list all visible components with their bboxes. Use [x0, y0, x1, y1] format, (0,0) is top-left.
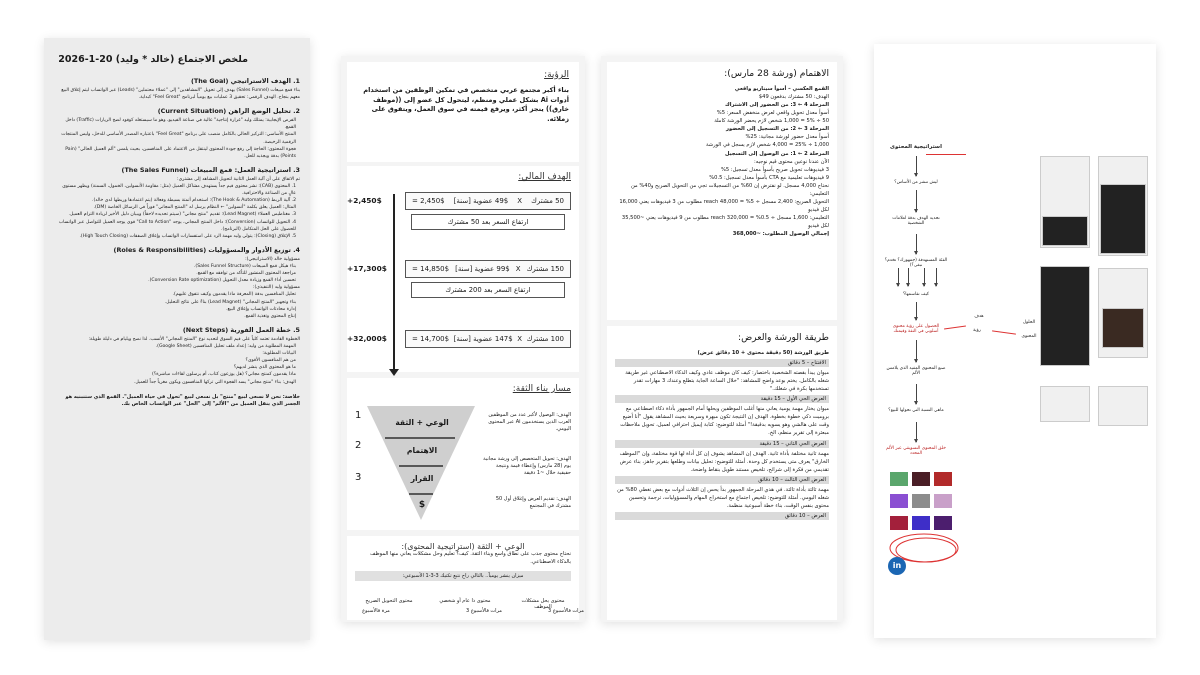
tier-multiply: X	[517, 335, 523, 343]
tier-label: 100 مشترك	[526, 335, 564, 343]
tier-label: 50 مشترك	[531, 197, 564, 205]
list-item: الهدف: بناء "منتج مجاني" يسد الفجوة التي تركها المنافسون ويكون مغرياً جداً للعميل.	[133, 379, 296, 385]
content-branch: محتوى يحل مشكلات الموظف	[521, 598, 565, 610]
tier-multiply: X	[515, 265, 521, 273]
list-item: الفرص الإيجابية: يمتلك وليد "غزارة إنتاجية" عالية في صناعة الفيديو، وهو ما سيستغله كوقود لضخ الزيارات (Traffic) داخل القمع.	[65, 118, 296, 131]
level-number: 1	[355, 410, 362, 421]
funnel-line: الهدف: 50 مشترك بدفعون 49$	[758, 94, 829, 101]
workshop-stage-heading: العرض الحي الثالث – 10 دقائق	[615, 476, 829, 484]
funnel-line: المرحلة 4 ← 3: من الحضور إلى الاشتراك	[724, 102, 829, 109]
growth-arrow	[393, 194, 395, 374]
tier-result: = 2,450$	[412, 197, 445, 205]
level-description: الهدف: الوصول لأكبر عدد من الموظفين العرب الذين يستخدمون Ai عبر المحتوى اليومي.	[488, 412, 571, 432]
post-grid-thumbnail	[1100, 184, 1146, 254]
side-note: الحلول	[1022, 320, 1036, 325]
content-strategy-text: نحتاج محتوى جذب على نطاق واسع وبناء الثقة. كيف؟ تعليم وحل مشكلات يعاني منها الموظف بالذكاء الاصطناعي.	[370, 551, 571, 565]
tier-price: 147$ عضوية [سنة]	[453, 335, 513, 343]
funnel-line: الآن عندنا نوعين محتوى قيم نوجيه:	[754, 158, 829, 165]
pricing-tier	[405, 260, 571, 278]
content-frequency: 3 مرات فالأسبوع	[466, 608, 502, 614]
funnel-heading: 3. استراتيجية العمل: قمع المبيعات (The Sales Funnel)	[121, 165, 300, 174]
roles-heading: 4. توزيع الأدوار والمسؤوليات (Roles & Responsibilities)	[113, 245, 300, 254]
funnel-line: أسوأ معدل حضور لورشة مجانية: 25%	[745, 134, 829, 141]
flow-arrow	[898, 268, 899, 286]
flow-step: تحديد الهدف بدقة لعلامات الشخصية	[892, 216, 940, 226]
funnel-list	[54, 183, 300, 240]
tier-price: 99$ عضوية [سنة]	[455, 265, 510, 273]
price-jump: ارتفاع السعر بعد 50 مشترك	[411, 214, 565, 230]
interest-title: الاهتمام (ورشة 28 مارس):	[724, 68, 829, 79]
content-frequency: مرة فالأسبوع	[362, 608, 390, 614]
flow-arrow	[916, 422, 917, 442]
vision-text: بناء أكبر مجتمع عربي متخصص في تمكين الوظفين من استخدام أدوات Ai بشكل عملي ومنظم، ليتحول كل عضو إلى ((موظف خارق)) ينجز أكثر، ويرفع قيمته في سوق العمل، ويتفوق على زملائه.	[363, 86, 569, 123]
color-swatch	[912, 494, 930, 508]
interest-section	[607, 62, 837, 320]
list-item: تحليل المنافسين بدقة (المعرفة ماذا يقدمون وكيف نتفوق عليهم).	[172, 292, 296, 298]
level-number: 2	[355, 440, 362, 451]
linkedin-icon[interactable]: in	[888, 557, 906, 575]
workshop-stage-text: مهمة ثانية مختلفة بأداة ثانية. الهدف إن المشاهد يشوف إن كل أداة لها قوة مختلفة، وإن "الموظف الخارق" يعرف متى يستخدم كل وحدة. أمثلة للتوضيح: تحليل بيانات وطلعها بتقرير جاهز، بناء عرض تقديمي من فكرة إلى شرائح، تلخيص مستند طويل بنقاط واضحة.	[619, 450, 829, 473]
funnel-line: إجمالي الوصول المطلوب: ~368,000	[732, 231, 829, 238]
next-steps-intro: الخطوة القادمة تعتمد كلياً على قيم السوق لتحديد نوع "المنتج المجاني" الأنسب. لذا نصح ويليام في دليلة طويلة:	[88, 336, 300, 342]
funnel-line: نحتاج 4,000 مسجل. لو نفترض إن 60% من التسجيلات تجي من التحويل الصريح و40% من التعليمي:	[630, 182, 829, 197]
flow-step: صنع المحتوى المفيد الذي يلامس الألم	[886, 366, 946, 376]
annotation-line	[992, 330, 1016, 334]
walid-role-list	[54, 291, 300, 319]
side-note: رؤية	[973, 328, 981, 333]
flow-arrow	[924, 268, 925, 286]
list-item: من هم المنافسون الأقوى؟	[245, 358, 296, 364]
level-number: 3	[355, 472, 362, 483]
flow-step: ماهي النسبة التي تحولها للبيع؟	[888, 408, 944, 413]
content-strategy-board	[874, 44, 1156, 638]
flow-arrow	[916, 384, 917, 404]
post-grid-thumbnail	[1102, 308, 1144, 348]
workshop-stage-heading: العرض الحي الثاني – 15 دقيقة	[615, 440, 829, 448]
annotation-line	[926, 154, 966, 155]
flow-arrow	[908, 268, 909, 286]
next-steps-heading: 5. خطة العمل الفورية (Next Steps)	[182, 325, 300, 334]
side-note: هدف	[974, 314, 984, 319]
tier-label: 150 مشترك	[526, 265, 564, 273]
funnel-line: أسوأ معدل تحويل واقعي لعرض منخفض السعر: 5%	[716, 110, 829, 117]
color-swatch	[934, 494, 952, 508]
funnel-line: 9 فيديوهات تعليمية مع CTA بأسوأ معدل تسجيل: 0.5%	[709, 174, 829, 181]
list-item: المثال: العميل يعلق بكلمة "أنسولين" ← النظام يرسل له "المنتج المجاني" فوراً في الرسائل الخاصة (DM).	[93, 205, 296, 211]
flow-step: الحصول على رؤية محتوى أسلوبي في الثقة وقيمتك	[892, 324, 940, 334]
meeting-summary-page	[44, 38, 310, 640]
vision-title: الرؤية:	[544, 70, 569, 80]
flow-arrow	[916, 190, 917, 212]
funnel-line: التعليمي: 1,600 مسجل ÷ 0.5% = 320,000 reach مطلوب من 9 فيديوهات يعني ~35,500 لكل فيديو	[621, 215, 829, 230]
level-label: الاهتمام	[406, 446, 438, 455]
financial-goal-section	[347, 166, 579, 372]
goal-heading: 1. الهدف الاستراتيجي (The Goal)	[190, 77, 300, 85]
side-note: المحتوى	[1021, 334, 1037, 339]
list-item: بناء هيكل قمع المبيعات (Sales Funnel Structure).	[193, 263, 296, 269]
content-strategy-title: الوعي + الثقة (استراتيجية المحتوى):	[401, 542, 525, 551]
funnel-line: 1,000 ÷ 25% = 4,000 شخص لازم يسجل في الورشة	[705, 142, 829, 149]
list-item: 2. آلية الربط (The Hook & Automation): استخدام أتمتة بسيطة وفعالة (يتم اعتمادها وربطها لدى خالد).	[92, 198, 296, 204]
tier-delta: +17,300$	[347, 264, 387, 273]
trust-path-section	[347, 378, 579, 530]
funnel-line: 50 ÷ 5% = 1,000 شخص لازم يحضر الورشة كاملة	[714, 118, 829, 125]
flow-arrow	[916, 340, 917, 362]
list-item: ماذا يقدمون كمنتج مجاني؟ (هل يوزعون كتاب، أم يرسلون لقاءات مباشرة؟)	[152, 372, 296, 378]
pricing-tier	[405, 192, 571, 210]
list-item: إدارة محادثات الواتساب وإغلاق البيع.	[226, 306, 296, 312]
dollar-icon: $	[418, 500, 426, 510]
list-item: تحسين أداء القمع وزيادة معدل التحويل (Conversion Rate optimization).	[148, 278, 296, 284]
tier-delta: +2,450$	[347, 196, 382, 205]
level-label: الوعي + الثقة	[395, 418, 449, 427]
list-item: البيانات المطلوبة:	[262, 351, 296, 357]
vision-section	[347, 62, 579, 162]
price-jump: ارتفاع السعر بعد 200 مشترك	[411, 282, 565, 298]
walid-role-title: مسؤولية وليد (التنفيذي):	[252, 285, 300, 291]
content-branch: محتوى التحويل الصريح	[365, 598, 413, 604]
tier-result: = 14,850$	[412, 265, 450, 273]
flow-step: الفئة المستهدفة (جمهورك؟ تخدم؟ نبغى؟)	[884, 258, 948, 268]
workshop-stage-text: مهمة ثالثة بأداة ثالثة. في هذي المرحلة الجمهور بدأ يحس إن الثلاث أدوات مع بعض تغطي 80% من شغله اليومي. أمثلة للتوضيح: تلخيص اجتماع مع استخراج المهام والمسؤوليات، ترجمة وتحسين محتوى بنفس الوقت، بناء خطة أسبوعية منظمة.	[617, 486, 829, 509]
list-item: المنتج الأساسي: التركيز الحالي بالكامل منصب على برنامج "Feel Great" باعتباره المصدر الأساسي للدخل، وليس المنتجات الرقمية الرخيصة.	[61, 132, 296, 145]
color-swatch	[890, 472, 908, 486]
workshop-stage-heading: العرض – 10 دقائق	[615, 512, 829, 520]
workshop-stage-text: ميوان يختار مهمة يومية يعاني منها أغلب الموظفين ويحلها أمام الجمهور بأداة ذكاء اصطناعي مع بروميت ذكي خطوة بخطوة. الهدف إن النتيجة تكون مبهرة وسريعة بحيث المشاهد يقول "أنا أضيع وقت على هالشي وهو يسويه بدقيقة!" أمثلة للتوضيح: كتابة إيميل احترافي لعميل، تحويل ملاحظات مبعثرة إلى تقرير منظم، الخ.	[620, 406, 829, 437]
funnel-line: المرحلة 2 ← 1: من الوصول إلى التسجيل	[725, 150, 829, 157]
flow-arrow	[916, 156, 917, 176]
pricing-tier	[405, 330, 571, 348]
funnel-intro: تم الاتفاق على أن آلية العمل الثانية لتحويل المشاهد إلى مشتري:	[177, 176, 300, 182]
funnel-line: 3 فيديوهات تحويل صريح بأسوأ معدل تسجيل: 5%	[720, 166, 829, 173]
list-item: ما هو المحتوى الذي ينشر لديهم؟	[233, 365, 296, 371]
summary-title: ملخص الاجتماع (خالد * وليد) 20-1-2026	[58, 54, 248, 65]
tactic-banner: ميزان ينشر يومياً.. بالتالي راح نتبع تكتيك 3-3-1 الأسبوعي:	[355, 571, 571, 581]
situation-list	[54, 117, 300, 160]
goal-text: بناء قمع مبيعات (Sales Funnel) يهدف إلى تحويل "المشاهدين" إلى "عملاء محتملين" (Leads) عبر الواتساب ليتم إغلاق البيع معهم بنجاح. الهدف الرقمي: تحقيق 3 عمليات بيع يومياً لبرنامج "Feel Great" كبداية.	[61, 88, 300, 101]
post-grid-thumbnail	[1042, 216, 1088, 246]
vision-goal-page	[341, 56, 585, 622]
trust-path-title: مسار بناء الثقة:	[512, 384, 571, 394]
flow-step: خلق المحتوى التسويقي عبر الألم المحدد	[886, 446, 946, 456]
tier-multiply: X	[517, 197, 523, 205]
list-item: 4. التحويل للواتساب (Conversion): داخل المنتج المجاني، يوجد "Call to Action" قوي يوجه العميل للتواصل عبر الواتساب للحصول على الحل المتكامل (البرنامج).	[58, 219, 296, 232]
color-swatch	[890, 494, 908, 508]
workshop-title: طريقة الورشة والعرض:	[737, 332, 829, 343]
list-item: مراجعة المحتوى المنشور للتأكد من توافقه مع القمع.	[196, 271, 296, 277]
content-branch: محتوى ذا عام أو شخصي	[439, 598, 491, 604]
profile-screenshot	[1040, 386, 1090, 422]
situation-heading: 2. تحليل الوضع الراهن (Current Situation)	[157, 107, 300, 116]
profile-screenshot	[1098, 386, 1148, 426]
flow-step: كيف تقاسمها؟	[902, 292, 930, 297]
flow-arrow	[916, 234, 917, 254]
workshop-page	[601, 56, 843, 622]
list-item: إنتاج المحتوى وتغذية القمع.	[244, 313, 296, 319]
interest-subtitle: القمع العكسي – أسوأ سيناريو واقعي	[734, 86, 829, 92]
financial-goal-title: الهدف المالي:	[518, 172, 571, 182]
workshop-section	[607, 326, 837, 620]
color-swatch	[912, 472, 930, 486]
content-frequency: 3 مرات فالأسبوع	[548, 608, 584, 614]
workshop-stage-text: ميوان يبدأ بقصته الشخصية باختصار: كيف كان موظف عادي وكيف الذكاء الاصطناعي غير طريقة شغله بالكامل. يختم بوعد واضح للمشاهد: "خلال الساعة الجاية بتطلع وعندك 3 مهارات تقدر تستخدمها بكرة في شغلك."	[625, 370, 829, 393]
list-item: 3. مغناطيس العملاء (Lead Magnet): تقديم "منتج مجاني" (سيتم تحديده لاحقاً) ويبيان دليل الأخير لزيادة التزام العميل.	[68, 212, 296, 218]
list-item: المهمة المطلوبة من وليد: إعداد ملف تحليل المنافسين (Google Sheet).	[155, 343, 296, 349]
khaled-role-title: مسؤولية خالد (الاستراتيجي):	[245, 256, 300, 262]
tier-result: = 14,700$	[412, 335, 450, 343]
flow-arrow	[936, 268, 937, 286]
level-label: القرار	[410, 474, 434, 483]
tier-delta: +32,000$	[347, 334, 387, 343]
level-description: الهدف: تحويل المتخصص إلى ورشة مجانية يوم (28 مارس) وإعطاء قيمة ونتيجة حقيقية خلال ~1 دقيقة	[483, 456, 571, 476]
list-item: فجوة المحتوى: الحاجة إلى رفع جودة المحتوى لينتقل من الاعتماد على المنافسين، بحيث يلمس "ألم العميل الحالي" (Pain Points) بدقة ويجذبه للحل.	[65, 146, 296, 159]
list-item: 5. الإغلاق (Closing): يتولى وليد مهمة الرد على استفسارات الواتساب وإغلاق الصفقات (High Touch Closing).	[79, 233, 296, 239]
workshop-subtitle: طريق الورشة (50 دقيقة محتوى + 10 دقائق عرض)	[697, 350, 829, 356]
closing-note: خلاصة: نحن لا نسعى لبيع "منتج" بل نسعى لبيع "تحول في حياة العميل". القمع الذي ستنبنيه هو الجسر الذي ينقل العميل من "الألم" إلى "الحل" عبر الواتساب الخاص بك.	[65, 393, 300, 408]
post-grid-thumbnail	[1040, 266, 1090, 366]
flow-arrow	[916, 302, 917, 320]
tier-price: 49$ عضوية [سنة]	[453, 197, 509, 205]
list-item: 1. المحتوى (CAB): نشر محتوى قيم جداً يستهدف مشاكل العميل (مثل: مقاومة الأنسولين، الخمول، السمنة) ويظهر مستوى عالٍ من الصناعة والاحترافية.	[62, 183, 296, 197]
workshop-stage-heading: الافتتاح – 5 دقائق	[615, 359, 829, 367]
khaled-role-list	[54, 263, 300, 284]
funnel-line: التحويل الصريح: 2,400 مسجل ÷ 5% = 48,000 reach مطلوب من 3 فيديوهات يعني 16,000 لكل فيديو	[619, 198, 829, 213]
board-title: استراتيجية المحتوى	[890, 144, 942, 150]
level-description: الهدف: تقديم العرض وإغلاق أول 50 مشترك في المجتمع	[495, 496, 571, 509]
flow-step: ليش تنشر من الأساس؟	[894, 180, 938, 185]
next-steps-list	[54, 343, 300, 386]
color-swatch	[934, 472, 952, 486]
list-item: بناء وتجهيز "المنتج المجاني" (Lead Magnet) بناءً على نتائج التحليل.	[164, 299, 296, 305]
funnel-line: المرحلة 3 ← 2: من التسجيل إلى الحضور	[725, 126, 829, 133]
workshop-stage-heading: العرض الحي الأول – 15 دقيقة	[615, 395, 829, 403]
